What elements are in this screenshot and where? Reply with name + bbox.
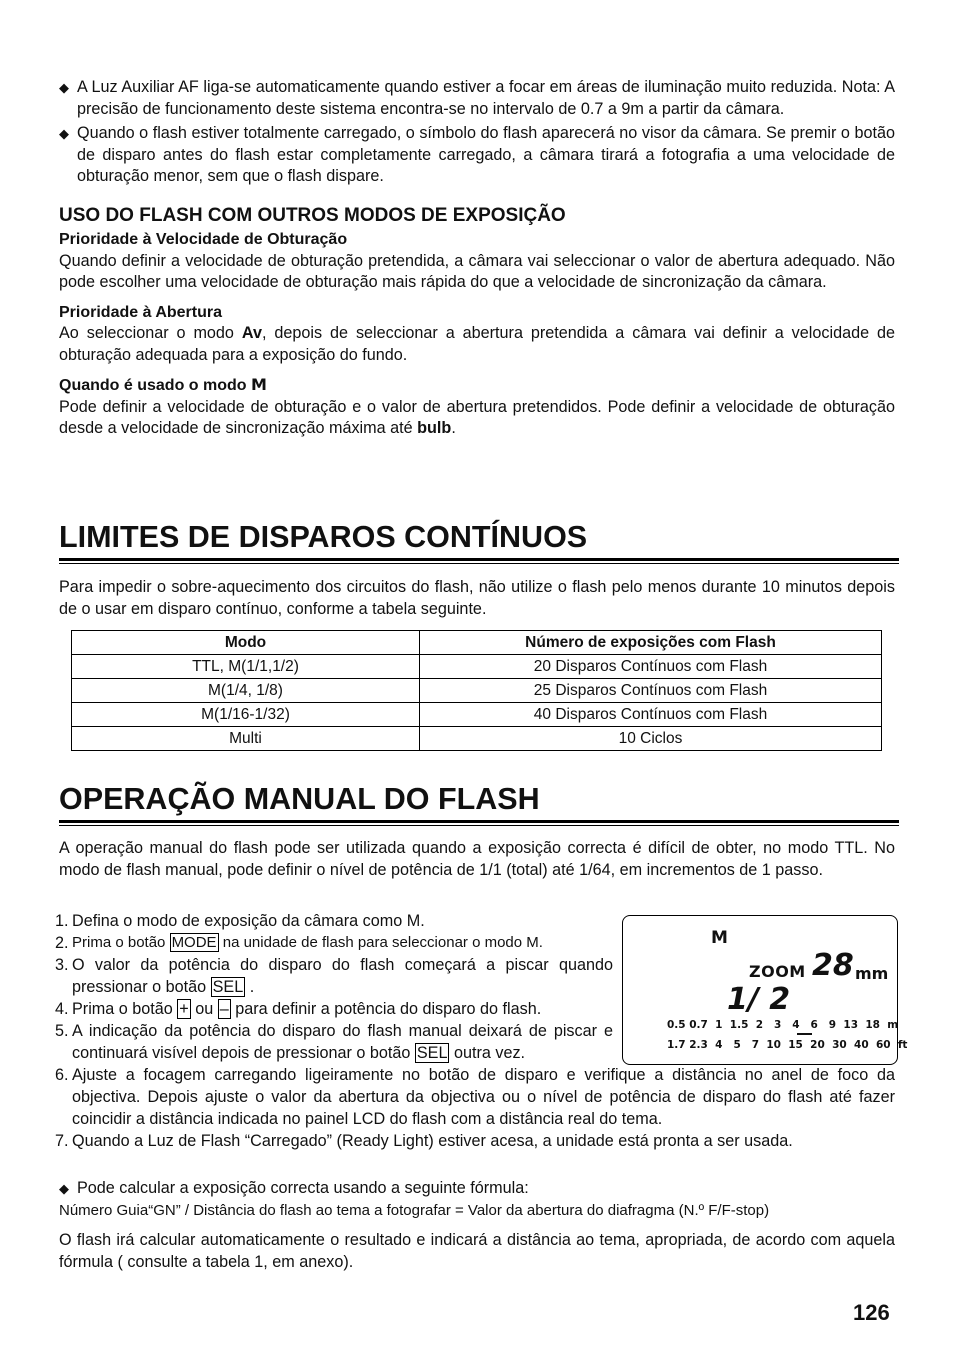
list-item: 3. O valor da potência do disparo do flash começará a piscar quando pressionar o botão SEL . <box>55 956 613 996</box>
formula-section <box>59 1178 895 1273</box>
lcd-distance-meters: 0.5 0.7 1 1.5 2 3 4 6 9 13 18 m <box>667 1019 899 1031</box>
formula-bullet: ◆ Pode calcular a exposição correcta usando a seguinte fórmula: <box>59 1178 895 1200</box>
plus-button-label: + <box>179 1000 189 1018</box>
lcd-power-value: 1/ 2 <box>727 982 791 1017</box>
aperture-priority-text: Ao seleccionar o modo Av, depois de seleccionar a abertura pretendida a câmara vai definir a velocidade de obturação adequada para a exposição do fundo. <box>59 324 896 364</box>
diamond-bullet-icon: ◆ <box>59 126 69 141</box>
title-rule-thin <box>59 825 899 826</box>
table-row: M(1/4, 1/8) 25 Disparos Contínuos com Flash <box>72 679 882 703</box>
top-section <box>59 77 895 440</box>
aperture-priority-title: Prioridade à Abertura <box>59 303 223 321</box>
lcd-zoom-unit: mm <box>855 964 889 983</box>
table-row: TTL, M(1/1,1/2) 20 Disparos Contínuos com Flash <box>72 655 882 679</box>
page-number: 126 <box>853 1300 890 1325</box>
continuous-section <box>59 520 895 564</box>
formula-line: Número Guia“GN” / Distância do flash ao tema a fotografar = Valor da abertura do diafragma (N.º F/F-stop) <box>59 1201 770 1219</box>
manual-mode-title: Quando é usado o modo M <box>59 375 267 394</box>
table-header-row <box>72 631 882 655</box>
title-rule <box>59 820 899 823</box>
manual-title: OPERAÇÃO MANUAL DO FLASH <box>59 782 540 816</box>
lcd-distance-feet: 1.7 2.3 4 5 7 10 15 20 30 40 60 ft <box>667 1039 908 1051</box>
continuous-title: LIMITES DE DISPAROS CONTÍNUOS <box>59 520 588 554</box>
mode-button-label: MODE <box>171 934 217 951</box>
bullet-flash-ready: ◆ Quando o flash estiver totalmente carregado, o símbolo do flash aparecerá no visor da câmara. Se premir o botão de disparo antes do flash estar completamente carregado, a câmara tirará a fotografia a uma velocidade de obturação menor, sem que o flash dispare. <box>59 124 895 185</box>
lcd-distance-marker <box>797 1033 812 1035</box>
lcd-zoom-value: 28 <box>812 948 854 983</box>
list-item: 1. Defina o modo de exposição da câmara como M. <box>55 912 425 930</box>
lcd-mode: M <box>711 928 728 948</box>
list-item: 5. A indicação da potência do disparo do flash manual deixará de piscar e continuará visível depois de pressionar o botão SEL outra vez. <box>55 1022 613 1062</box>
continuous-intro: Para impedir o sobre-aquecimento dos circuitos do flash, não utilize o flash pelo menos durante 10 minutos depois de o usar em disparo contínuo, conforme a tabela seguinte. <box>59 578 895 618</box>
title-rule-thin <box>59 563 899 564</box>
manual-section <box>59 782 895 826</box>
table-header-mode: Modo <box>72 631 420 655</box>
bullet-af-light: ◆ A Luz Auxiliar AF liga-se automaticamente quando estiver a focar em áreas de iluminação muito reduzida. Nota: A precisão de funcionamento deste sistema encontra-se no intervalo de 0.7 a 9m a partir da câmara. <box>59 78 895 118</box>
table-header-count: Número de exposições com Flash <box>420 631 882 655</box>
diamond-bullet-icon: ◆ <box>59 1181 69 1196</box>
formula-result: O flash irá calcular automaticamente o resultado e indicará a distância ao tema, apropriada, de acordo com aquela fórmula ( consulte a tabela 1, em anexo). <box>59 1231 895 1271</box>
manual-intro: A operação manual do flash pode ser utilizada quando a exposição correcta é difícil de obter, no modo TTL. No modo de flash manual, pode definir o nível de potência de 1/1 (total) até 1/64, em incrementos de 1 passo. <box>59 839 895 879</box>
diamond-bullet-icon: ◆ <box>59 80 69 95</box>
sel-button-label: SEL <box>212 978 244 996</box>
list-item: 7. Quando a Luz de Flash “Carregado” (Ready Light) estiver acesa, a unidade está pronta a ser usada. <box>55 1132 793 1150</box>
shutter-priority-text: Quando definir a velocidade de obturação pretendida, a câmara vai seleccionar o valor de abertura adequado. Não pode escolher uma velocidade de obturação mais rápida do que a velocidade de sincronização da câmara. <box>59 251 895 291</box>
list-item: 2. Prima o botão MODE na unidade de flash para seleccionar o modo M. <box>55 934 543 952</box>
title-rule <box>59 558 899 561</box>
sel-button-label: SEL <box>416 1044 448 1062</box>
shutter-priority-title: Prioridade à Velocidade de Obturação <box>59 231 348 248</box>
exposure-heading: USO DO FLASH COM OUTROS MODOS DE EXPOSIÇÃO <box>59 204 566 226</box>
minus-button-label: – <box>219 1000 229 1018</box>
table-row: M(1/16-1/32) 40 Disparos Contínuos com Flash <box>72 703 882 727</box>
lcd-panel-illustration <box>622 915 908 1065</box>
table-row: Multi 10 Ciclos <box>72 727 882 751</box>
list-item: 4. Prima o botão + ou – para definir a potência do disparo do flash. <box>55 1000 542 1018</box>
list-item: 6. Ajuste a focagem carregando ligeiramente no botão de disparo e verifique a distância no anel de foco da objectiva. Depois ajuste o valor da abertura da objectiva ou o nível de potência de disparo do flash até fazer coincidir a distância indicada no painel LCD do flash com a distância real do tema. <box>55 1066 895 1128</box>
lcd-zoom-label: ZOOM <box>749 962 806 981</box>
manual-mode-text: Pode definir a velocidade de obturação e o valor de abertura pretendidos. Pode definir a velocidade de obturação desde a velocidade de sincronização máxima até bulb. <box>59 397 895 437</box>
continuous-table <box>71 630 882 751</box>
